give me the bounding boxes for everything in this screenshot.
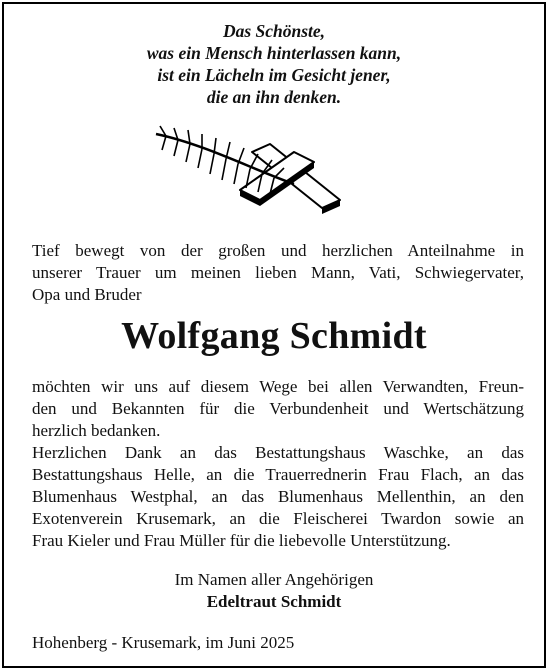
memorial-quote xyxy=(4,20,544,108)
deceased-name: Wolfgang Schmidt xyxy=(121,315,427,357)
quote-line: die an ihn denken. xyxy=(206,87,342,107)
quote-line: ist ein Lächeln im Gesicht jener, xyxy=(157,65,391,85)
body-line: Herzlichen Dank an das Bestattungshaus Waschke, an das xyxy=(32,443,524,462)
intro-line: Opa und Bruder xyxy=(32,285,142,304)
body-line: Blumenhaus Westphal, an das Blumenhaus Mellenthin, an den xyxy=(32,487,524,506)
palm-frond-and-cross-icon xyxy=(144,122,384,222)
quote-line: Das Schönste, xyxy=(222,21,326,41)
place-and-date: Hohenberg - Krusemark, im Juni 2025 xyxy=(32,633,295,652)
thanks-text xyxy=(32,376,524,552)
body-line: herzlich bedanken. xyxy=(32,421,161,440)
signature-name: Edeltraut Schmidt xyxy=(206,592,342,611)
intro-text xyxy=(32,240,524,306)
signature-line: Im Namen aller Angehörigen xyxy=(174,570,374,589)
quote-line: was ein Mensch hinterlassen kann, xyxy=(146,43,402,63)
body-line: Exotenverein Krusemark, an die Fleischerei Twardon sowie an xyxy=(32,509,524,528)
intro-line: Tief bewegt von der großen und herzlichen Anteilnahme in xyxy=(32,241,524,260)
body-line: Frau Kieler und Frau Müller für die liebevolle Unterstützung. xyxy=(32,531,451,550)
body-line: den und Bekannten für die Verbundenheit und Wertschätzung xyxy=(32,399,524,418)
signature-block xyxy=(4,569,544,613)
body-line: Bestattungshaus Helle, an die Trauerrednerin Frau Flach, an das xyxy=(32,465,524,484)
obituary-card xyxy=(2,2,546,668)
body-line: möchten wir uns auf diesem Wege bei allen Verwandten, Freun- xyxy=(32,377,524,396)
intro-line: unserer Trauer um meinen lieben Mann, Vati, Schwiegervater, xyxy=(32,263,524,282)
